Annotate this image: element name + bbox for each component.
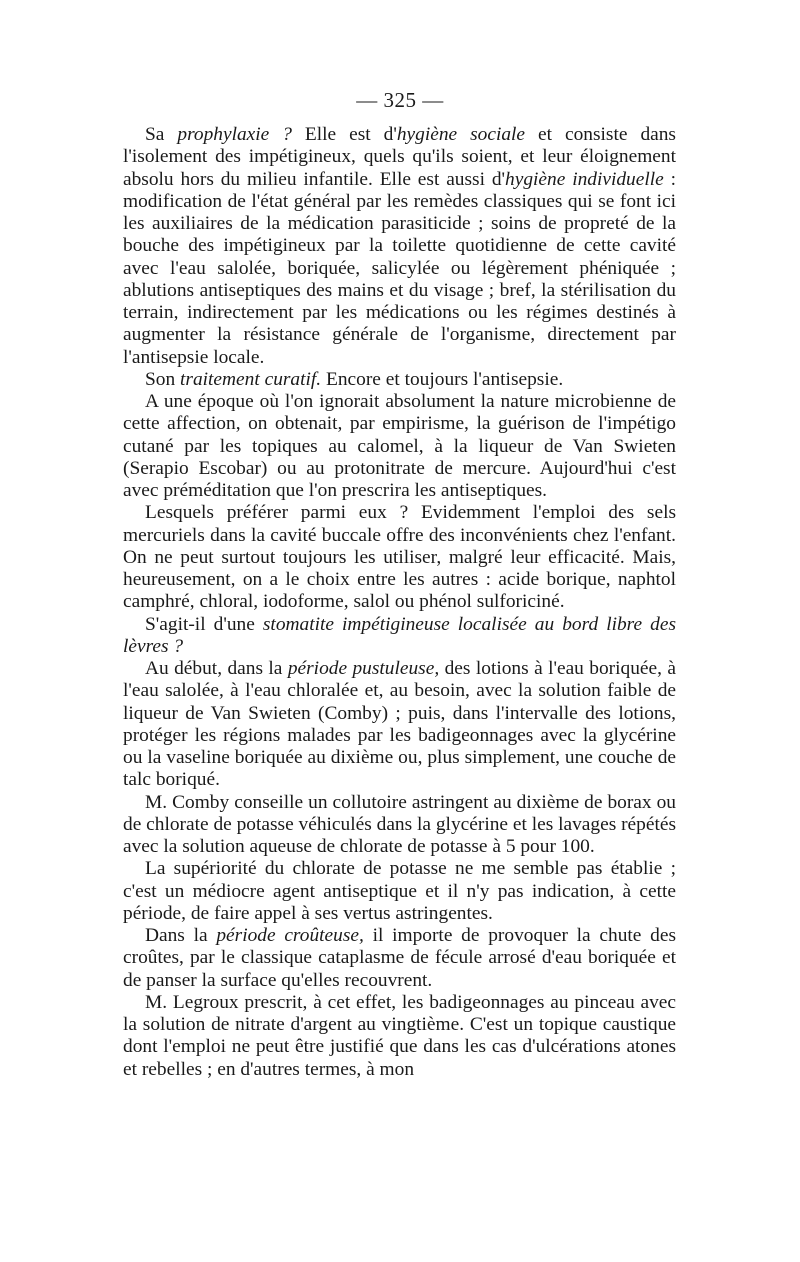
text-run: et consiste dans l'isolement des impétigineux, quels qu'ils soient, et leur éloignement absolu hors du milieu infantile. Elle est aussi d' (123, 124, 676, 190)
text-run: S'agit-il d'une (145, 613, 263, 635)
text-run: des lotions à l'eau boriquée, à l'eau salolée, à l'eau chloralée et, au besoin, avec la solution faible de liqueur de Van Swieten (Comby) ; puis, dans l'intervalle des lotions, protéger les régions malades par les badigeonnages avec la glycérine ou la vaseline boriquée au dixième ou, plus simplement, une couche de talc boriqué. (123, 658, 676, 791)
paragraph (123, 792, 676, 859)
text-run: Encore et toujours l'antisepsie. (321, 368, 564, 390)
text-run: Lesquels préférer parmi eux ? Evidemment l'emploi des sels mercuriels dans la cavité buccale offre des inconvénients chez l'enfant. On ne peut surtout toujours les utiliser, malgré leur efficacité. Mais, heureusement, on a le choix entre les autres : acide borique, naphtol camphré, chloral, iodoforme, salol ou phénol sulforiciné. (123, 502, 676, 613)
text-run: Dans la (145, 925, 217, 946)
paragraph (123, 502, 676, 613)
paragraph (123, 925, 676, 992)
text-run: Son (145, 368, 181, 390)
text-run: Au début, dans la (145, 658, 288, 679)
text-run: Sa (145, 124, 178, 145)
text-run: : modification de l'état général par les remèdes classiques qui se font ici les auxiliaires de la médication parasiticide ; soins de propreté de la bouche des impétigineux par la toilette quotidienne de cette cavité avec l'eau salolée, boriquée, salicylée ou légèrement phéniquée ; ablutions antiseptiques des mains et du visage ; bref, la stérilisation du terrain, indirectement par les médications ou les régimes destinés à augmenter la résistance générale de l'organisme, directement par l'antisepsie locale. (123, 168, 676, 368)
italic-text: hygiène individuelle (505, 168, 664, 190)
paragraph (123, 124, 676, 369)
paragraph (123, 391, 676, 502)
page-number: — 325 — (356, 88, 444, 112)
text-run: Elle est d' (291, 124, 397, 145)
text-run: A une époque où l'on ignorait absolument la nature microbienne de cette affection, on obtenait, par empirisme, la guérison de l'impétigo cutané par les topiques au calomel, à la liqueur de Van Swieten (Serapio Escobar) ou au protonitrate de mercure. Aujourd'hui c'est avec préméditation que l'on prescrira les antiseptiques. (123, 391, 676, 501)
text-run: il importe de provoquer la chute des croûtes, par le classique cataplasme de fécule arrosé d'eau boriquée et de panser la surface qu'elles recouvrent. (123, 925, 676, 991)
italic-text: stomatite impétigineuse localisée au bord libre des lèvres ? (123, 613, 676, 657)
paragraph (123, 614, 676, 659)
body-text (123, 124, 676, 1081)
paragraph (123, 858, 676, 925)
italic-text: période croûteuse, (216, 925, 364, 946)
paragraph (123, 992, 676, 1081)
paragraph (123, 658, 676, 792)
text-run: M. Legroux prescrit, à cet effet, les badigeonnages au pinceau avec la solution de nitrate d'argent au vingtième. C'est un topique caustique dont l'emploi ne peut être justifié que dans les cas d'ulcérations atones et rebelles ; en d'autres termes, à mon (123, 991, 676, 1080)
text-run: M. Comby conseille un collutoire astringent au dixième de borax ou de chlorate de potasse véhiculés dans la glycérine et les lavages répétés avec la solution aqueuse de chlorate de potasse à 5 pour 100. (123, 791, 676, 857)
italic-text: traitement curatif. (180, 368, 322, 390)
italic-text: hygiène sociale (396, 124, 526, 145)
italic-text: prophylaxie ? (177, 124, 292, 145)
paragraph (123, 369, 676, 391)
italic-text: période pustuleuse, (287, 658, 440, 679)
text-run: La supériorité du chlorate de potasse ne me semble pas établie ; c'est un médiocre agent antiseptique et il n'y pas indication, à cette période, de faire appel à ses vertus astringentes. (123, 858, 676, 924)
